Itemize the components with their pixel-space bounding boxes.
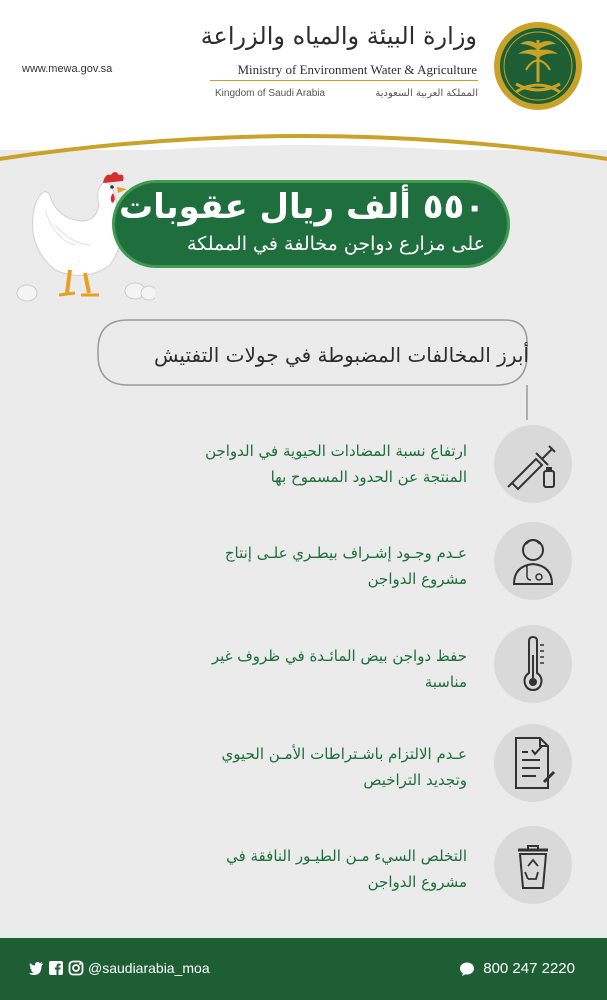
recycle-bin-icon — [494, 826, 572, 904]
violation-item — [157, 843, 467, 895]
violation-item — [157, 741, 467, 793]
divider — [210, 80, 478, 81]
violation-icon-circle — [494, 425, 572, 503]
phone-number[interactable]: 800 247 2220 — [483, 960, 575, 977]
veterinarian-icon — [494, 522, 572, 600]
headline-banner — [112, 180, 510, 268]
facebook-icon[interactable] — [48, 960, 64, 976]
violation-text-line: ارتفاع نسبة المضادات الحيوية في الدواجن — [205, 442, 467, 460]
kingdom-name-arabic: المملكة العربية السعودية — [375, 88, 478, 99]
violation-text-line: مشروع الدواجن — [367, 873, 467, 891]
document-icon — [494, 724, 572, 802]
instagram-icon[interactable] — [68, 960, 84, 976]
headline-subtitle: على مزارع دواجن مخالفة في المملكة — [187, 233, 485, 255]
social-links — [28, 960, 210, 976]
violation-text-line: عـدم الالتزام باشـتراطات الأمـن الحيوي — [221, 745, 467, 763]
ministry-name-english: Ministry of Environment Water & Agriculture — [237, 62, 477, 77]
kingdom-name-english: Kingdom of Saudi Arabia — [215, 88, 326, 99]
violation-text-line: مشروع الدواجن — [367, 570, 467, 588]
violation-item — [157, 643, 467, 695]
ministry-logo — [492, 20, 584, 112]
headline-title: ٥٥٠ ألف ريال عقوبات — [118, 187, 485, 227]
violation-text-line: المنتجة عن الحدود المسموح بها — [270, 468, 467, 486]
violation-icon-circle — [494, 826, 572, 904]
violation-item — [157, 540, 467, 592]
syringe-icon — [494, 425, 572, 503]
violation-icon-circle — [494, 625, 572, 703]
twitter-icon[interactable] — [28, 960, 44, 976]
violation-text-line: حفظ دواجن بيض المائـدة في ظروف غير — [211, 647, 467, 665]
violation-item — [157, 438, 467, 490]
violation-text-line: التخلص السيء مـن الطيـور النافقة في — [226, 847, 467, 865]
violation-text-line: عـدم وجـود إشـراف بيطـري علـى إنتاج — [224, 544, 467, 562]
social-handle[interactable]: @saudiarabia_moa — [88, 960, 210, 976]
violation-icon-circle — [494, 724, 572, 802]
violation-icon-circle — [494, 522, 572, 600]
thermometer-icon — [494, 625, 572, 703]
violation-text-line: مناسبة — [424, 673, 467, 691]
chat-bubble-icon — [459, 961, 475, 977]
phone-contact — [459, 960, 575, 977]
ministry-name-arabic: وزارة البيئة والمياه والزراعة — [200, 22, 477, 50]
section-title: أبرز المخالفات المضبوطة في جولات التفتيش — [153, 343, 529, 367]
violation-text-line: وتجديد التراخيص — [363, 771, 467, 789]
kingdom-row — [215, 88, 478, 99]
footer — [0, 938, 607, 1000]
website-link[interactable]: www.mewa.gov.sa — [22, 63, 113, 75]
